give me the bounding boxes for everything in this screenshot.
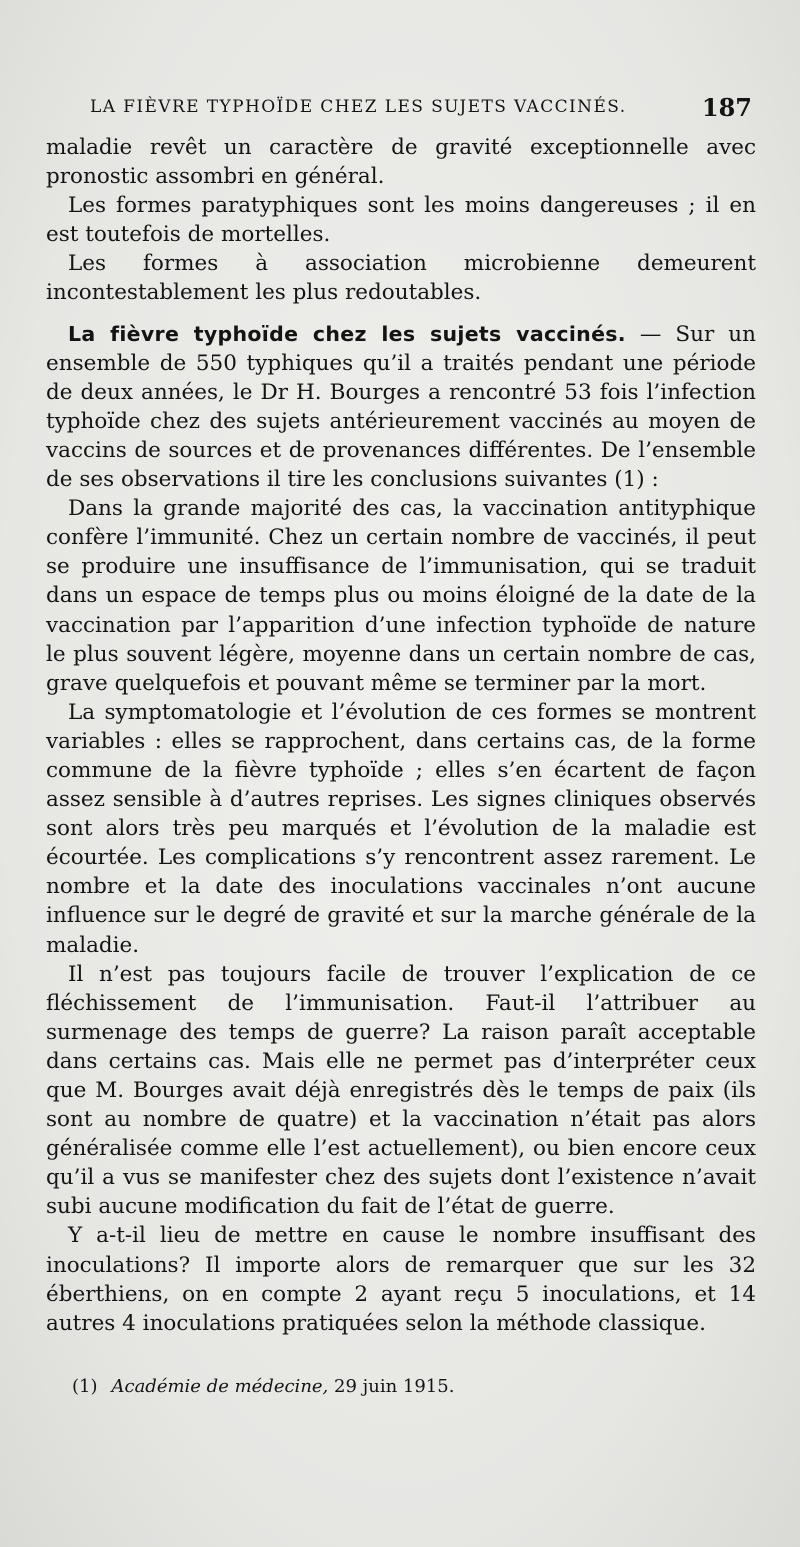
- paragraph: Il n’est pas toujours facile de trouver l’explication de ce fléchissement de l’immunisation. Faut-il l’attribuer au surmenage des temps de guerre? La raison paraît acceptable dans certains cas. Mais elle ne permet pas d’interpréter ceux que M. Bourges avait déjà enregistrés dès le temps de paix (ils sont au nombre de quatre) et la vaccination n’était pas alors généralisée comme elle l’est actuellement), ou bien encore ceux qu’il a vus se manifester chez des sujets dont l’existence n’avait subi aucune modification du fait de l’état de guerre.: [46, 961, 756, 1220]
- footnote: [72, 1376, 752, 1397]
- footnote-date: 29 juin 1915.: [334, 1376, 455, 1397]
- paragraph: Les formes paratyphiques sont les moins dangereuses ; il en est toutefois de mortelles.: [46, 193, 756, 248]
- section-paragraph: [46, 320, 756, 495]
- page-header: [90, 93, 752, 125]
- running-title: LA FIÈVRE TYPHOÏDE CHEZ LES SUJETS VACCINÉS.: [90, 97, 627, 117]
- footnote-journal: Académie de médecine,: [111, 1376, 329, 1397]
- page-number: 187: [701, 93, 752, 122]
- section-heading: La fièvre typhoïde chez les sujets vaccinés.: [68, 321, 626, 346]
- paragraph: La symptomatologie et l’évolution de ces formes se montrent variables : elles se rapprochent, dans certains cas, de la forme commune de la fièvre typhoïde ; elles s’en écartent de façon assez sensible à d’autres reprises. Les signes cliniques observés sont alors très peu marqués et l’évolution de la maladie est écourtée. Les complications s’y rencontrent assez rarement. Le nombre et la date des inoculations vaccinales n’ont aucune influence sur le degré de gravité et sur la marche générale de la maladie.: [46, 699, 756, 958]
- paragraph: Les formes à association microbienne demeurent incontestablement les plus redoutables.: [46, 251, 756, 306]
- body-text: [46, 133, 756, 1338]
- paragraph: maladie revêt un caractère de gravité exceptionnelle avec pronostic assombri en général.: [46, 135, 756, 190]
- paragraph: Y a-t-il lieu de mettre en cause le nombre insuffisant des inoculations? Il importe alors de remarquer que sur les 32 éberthiens, on en compte 2 ayant reçu 5 inoculations, et 14 autres 4 inoculations pratiquées selon la méthode classique.: [46, 1223, 756, 1336]
- paragraph: Dans la grande majorité des cas, la vaccination antityphique confère l’immunité. Chez un certain nombre de vaccinés, il peut se produire une insuffisance de l’immunisation, qui se traduit dans un espace de temps plus ou moins éloigné de la date de la vaccination par l’apparition d’une infection typhoïde de nature le plus souvent légère, moyenne dans un certain nombre de cas, grave quelquefois et pouvant même se terminer par la mort.: [46, 496, 756, 696]
- footnote-ref: (1): [72, 1376, 98, 1397]
- paragraph-text: — Sur un ensemble de 550 typhiques qu’il a traités pendant une période de deux années, le Dr H. Bourges a rencontré 53 fois l’infection typhoïde chez des sujets antérieurement vaccinés au moyen de vaccins de sources et de provenances différentes. De l’ensemble de ses observations il tire les conclusions suivantes (1) :: [46, 321, 756, 493]
